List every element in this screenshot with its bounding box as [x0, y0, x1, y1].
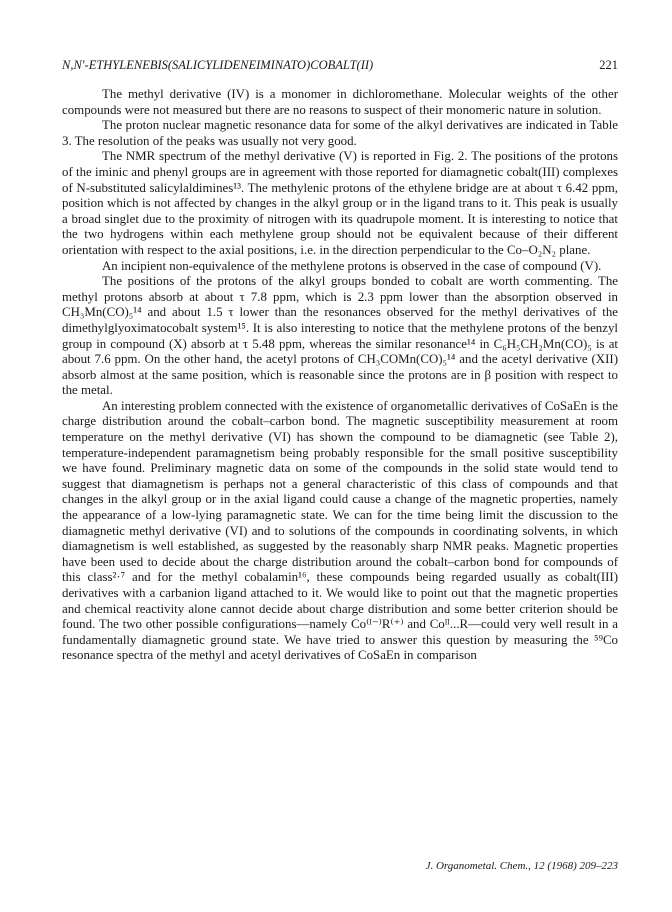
paragraph-alkyl-protons: The positions of the protons of the alkyl groups bonded to cobalt are worth commenting. The methyl protons absorb at about τ 7.8 ppm, which is 2.3 ppm lower than the absorption observed in CH₃Mn(CO)₅¹⁴ and about 1.5 τ lower than the resonances observed for the methyl derivatives of the dimethylglyoximatocobalt system¹⁵. It is also interesting to notice that the methylene protons of the benzyl group in compound (X) absorb at τ 5.48 ppm, whereas the similar resonance¹⁴ in C₆H₅CH₂Mn(CO)₅ is at about 7.6 ppm. On the other hand, the acetyl protons of CH₃COMn(CO)₅¹⁴ and the acetyl derivative (XII) absorb almost at the same position, which is reasonable since the protons are in β position with respect to the metal. — [62, 274, 618, 398]
paragraph-nmr-table: The proton nuclear magnetic resonance data for some of the alkyl derivatives are indicated in Table 3. The resolution of the peaks was usually not very good. — [62, 118, 618, 148]
paragraph-non-equivalence: An incipient non-equivalence of the methylene protons is observed in the case of compound (V). — [102, 258, 602, 273]
running-head — [62, 58, 618, 76]
body-text — [62, 87, 618, 664]
paragraph-charge-distribution: An interesting problem connected with the existence of organometallic derivatives of CoSaEn is the charge distribution around the cobalt–carbon bond. The magnetic susceptibility measurement at room temperature on the methyl derivative (VI) has shown the compound to be diamagnetic (see Table 2), temperature-independent paramagnetism being probably responsible for the small positive susceptibility we have found. Preliminary magnetic data on some of the compounds in the solid state would tend to suggest that diamagnetism is perhaps not a general characteristic of this class of compounds and that changes in the alkyl group or in the axial ligand could cause a change of the magnetic properties, namely the appearance of a low-lying paramagnetic state. We can for the time being limit the discussion to the diamagnetic methyl derivative (VI) and to solutions of the compounds in coordinating solvents, in which diamagnetism is well established, as suggested by the reasonably sharp NMR peaks. Magnetic properties have been used to decide about the charge distribution around the cobalt–carbon bond for compounds of this class²·⁷ and for the methyl cobalamin¹⁶, these compounds being regarded usually as cobalt(III) derivatives with a carbanion ligand attached to it. We would like to point out that the magnetic properties and chemical reactivity alone cannot decide about charge distribution and some better criterion should be found. The two other possible configurations—namely Co⁽ᴵ⁻⁾R⁽⁺⁾ and Coᴵᴵ...R—could very well result in a fundamentally diamagnetic ground state. We have tried to answer this question by measuring the ⁵⁹Co resonance spectra of the methyl and acetyl derivatives of CoSaEn in comparison — [62, 398, 618, 663]
paragraph-molecular-weight: The methyl derivative (IV) is a monomer in dichloromethane. Molecular weights of the other compounds were not measured but there are no reasons to suspect of their monomeric nature in solution. — [62, 87, 618, 117]
journal-page — [62, 0, 618, 912]
running-title: N,N′-ETHYLENEBIS(SALICYLIDENEIMINATO)COBALT(II) — [62, 58, 374, 72]
paragraph-nmr-methyl: The NMR spectrum of the methyl derivative (V) is reported in Fig. 2. The positions of the protons of the iminic and phenyl groups are in agreement with those reported for diamagnetic cobalt(III) complexes of N-substituted salicylaldimines¹³. The methylenic protons of the ethylene bridge are at about τ 6.42 ppm, position which is not affected by changes in the alkyl group or in the ligand trans to it. This peak is usually a broad singlet due to the proximity of nitrogen with its quadrupole moment. It is interesting to notice that the two hydrogens within each methylene group should not be equivalent because of their different orientation with respect to the axial positions, i.e. in the direction perpendicular to the Co–O₂N₂ plane. — [62, 149, 618, 257]
journal-citation: J. Organometal. Chem., 12 (1968) 209–223 — [425, 860, 618, 872]
page-number: 221 — [599, 58, 618, 72]
